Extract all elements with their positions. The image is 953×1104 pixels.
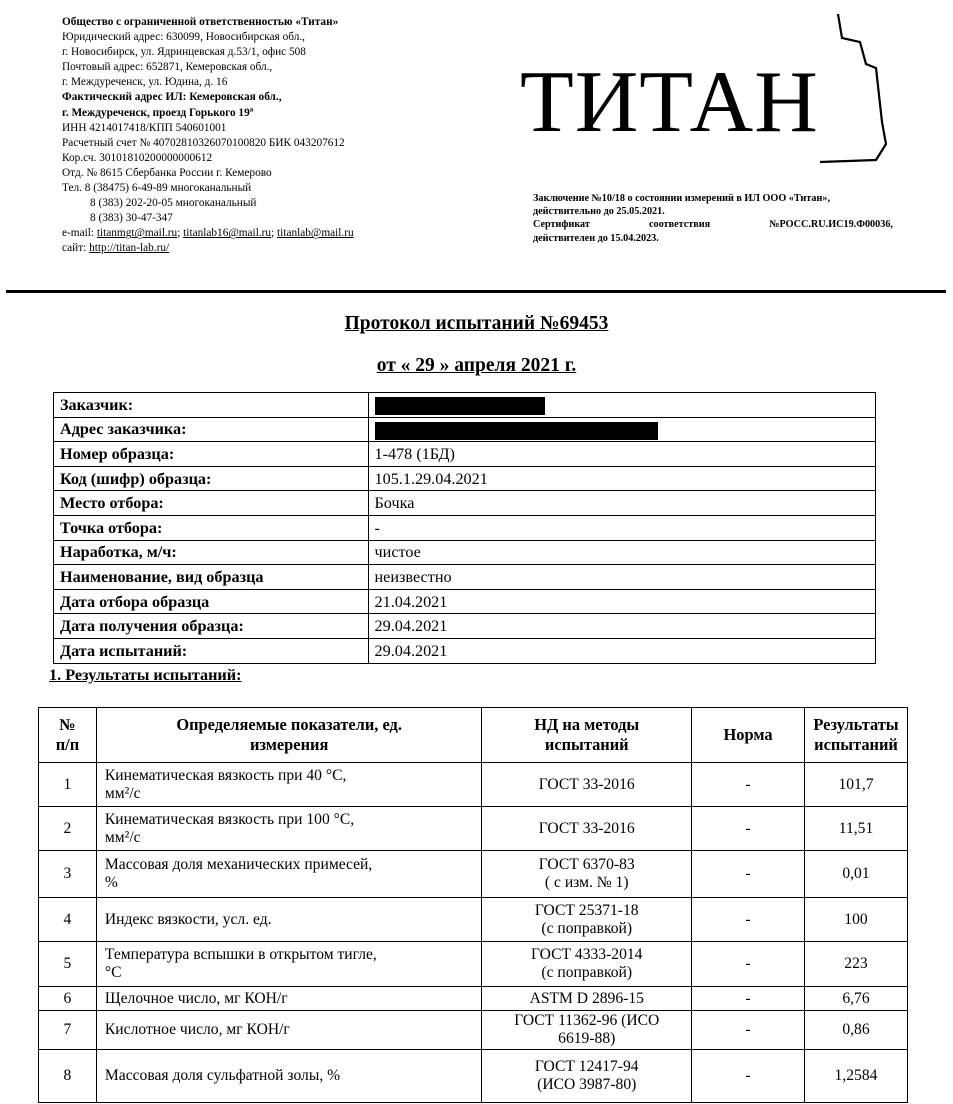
row-method (482, 1011, 692, 1050)
method-line: ASTM D 2896-15 (529, 989, 644, 1007)
row-method (482, 1050, 692, 1103)
redaction-bar (375, 422, 658, 440)
method-line: ГОСТ 25371-18 (534, 901, 639, 919)
row-norm: - (692, 1050, 805, 1103)
parameter-line: Массовая доля механических примесей, (104, 856, 373, 873)
info-row (54, 565, 876, 590)
method-line: ГОСТ 4333-2014 (531, 946, 643, 963)
info-row (54, 638, 876, 663)
company-line: 8 (383) 202-20-05 многоканальный (90, 197, 257, 210)
row-result: 11,51 (805, 807, 908, 851)
result-row (39, 1050, 908, 1103)
cert-line-1: Заключение №10/18 о состоянии измерений в ИЛ ООО «Титан», (533, 193, 831, 204)
info-value: 29.04.2021 (368, 614, 875, 639)
info-value: чистое (368, 540, 875, 565)
row-method (482, 898, 692, 942)
email-link[interactable]: titanlab@mail.ru (277, 227, 354, 240)
info-value (368, 393, 875, 418)
header-param-line2: измерения (249, 735, 329, 754)
method-line: ГОСТ 33-2016 (538, 819, 635, 837)
header-result-line2: испытаний (814, 735, 898, 754)
parameter-line: Температура вспышки в открытом тигле, (104, 946, 377, 963)
info-label: Дата отбора образца (54, 589, 369, 614)
site-label: сайт: (62, 242, 90, 255)
company-line: г. Междуреченск, проезд Горького 19ª (62, 106, 254, 119)
info-value: 105.1.29.04.2021 (368, 466, 875, 491)
row-number: 2 (39, 807, 97, 851)
company-line: г. Новосибирск, ул. Ядринцевская д.53/1, офис 508 (62, 46, 306, 59)
row-number: 3 (39, 851, 97, 898)
cert-line-4: действителен до 15.04.2023. (533, 232, 659, 244)
row-norm: - (692, 942, 805, 987)
info-value: неизвестно (368, 565, 875, 590)
cert-line-2: действительно до 25.05.2021. (533, 206, 665, 218)
row-parameter (96, 1011, 481, 1050)
parameter-line: % (104, 874, 118, 891)
row-parameter (96, 1050, 481, 1103)
section-title: 1. Результаты испытаний: (49, 666, 242, 684)
cert-line-3-mid: соответствия (648, 219, 711, 231)
result-row (39, 942, 908, 987)
parameter-line: Массовая доля сульфатной золы, % (104, 1067, 341, 1084)
site-link[interactable]: http://titan-lab.ru/ (89, 242, 170, 255)
site-line (62, 241, 492, 256)
company-line: Кор.сч. 30101810200000000612 (62, 151, 213, 164)
parameter-line: Индекс вязкости, усл. ед. (104, 910, 272, 928)
company-line: г. Междуреченск, ул. Юдина, д. 16 (62, 76, 228, 89)
info-label: Дата получения образца: (54, 614, 369, 639)
company-line: Отд. № 8615 Сбербанка России г. Кемерово (62, 166, 272, 179)
result-row (39, 807, 908, 851)
parameter-line: мм²/с (104, 784, 141, 802)
info-row (54, 515, 876, 540)
certificate-note (533, 192, 893, 245)
result-row (39, 898, 908, 942)
method-line: ГОСТ 33-2016 (538, 775, 635, 793)
row-parameter (96, 942, 481, 987)
header-param (96, 708, 481, 763)
results-header-row (39, 708, 908, 763)
info-label: Наименование, вид образца (54, 565, 369, 590)
results-table (38, 707, 908, 1103)
parameter-line: Щелочное число, мг КОН/г (104, 989, 288, 1007)
header-divider (6, 290, 946, 293)
row-number: 8 (39, 1050, 97, 1103)
info-value: 1-478 (1БД) (368, 442, 875, 467)
method-line: 6619-88) (558, 1030, 616, 1047)
info-value (368, 417, 875, 442)
company-line: Почтовый адрес: 652871, Кемеровская обл., (62, 61, 273, 74)
method-line: (ИСО 3987-80) (537, 1076, 637, 1093)
cert-line-3-right: №РОСС.RU.ИС19.Ф00036, (769, 219, 893, 231)
info-value: - (368, 515, 875, 540)
company-line: ИНН 4214017418/КПП 540601001 (62, 121, 227, 134)
row-result: 223 (805, 942, 908, 987)
info-row (54, 417, 876, 442)
method-line: ГОСТ 12417-94 (534, 1058, 639, 1075)
row-norm: - (692, 1011, 805, 1050)
result-row (39, 851, 908, 898)
company-line: Расчетный счет № 40702810326070100820 БИК 043207612 (62, 136, 345, 149)
row-number: 4 (39, 898, 97, 942)
row-number: 7 (39, 1011, 97, 1050)
header-result-line1: Результаты (813, 715, 899, 734)
method-line: ( с изм. № 1) (544, 874, 629, 891)
info-row (54, 614, 876, 639)
info-label: Заказчик: (54, 393, 369, 418)
row-result: 6,76 (805, 987, 908, 1011)
row-parameter (96, 851, 481, 898)
row-result: 0,01 (805, 851, 908, 898)
parameter-line: °С (104, 964, 122, 981)
header-param-line1: Определяемые показатели, ед. (176, 715, 402, 734)
info-value: 21.04.2021 (368, 589, 875, 614)
row-parameter (96, 987, 481, 1011)
header-norm: Норма (692, 708, 805, 763)
header-num-line2: п/п (55, 735, 80, 754)
row-method (482, 942, 692, 987)
row-result: 0,86 (805, 1011, 908, 1050)
row-parameter (96, 807, 481, 851)
info-row (54, 442, 876, 467)
company-logo (520, 12, 900, 162)
info-row (54, 540, 876, 565)
row-norm: - (692, 807, 805, 851)
header-result (805, 708, 908, 763)
method-line: (с поправкой) (541, 964, 633, 981)
cert-line-3-left: Сертификат (533, 219, 590, 231)
row-method (482, 807, 692, 851)
row-number: 5 (39, 942, 97, 987)
header-method-line1: НД на методы (534, 715, 640, 734)
row-result: 100 (805, 898, 908, 942)
method-line: ГОСТ 6370-83 (538, 856, 635, 873)
info-label: Дата испытаний: (54, 638, 369, 663)
header-num (39, 708, 97, 763)
parameter-line: Кинематическая вязкость при 40 °С, (104, 766, 347, 784)
email-link[interactable]: titanlab16@mail.ru (183, 227, 272, 240)
info-label: Код (шифр) образца: (54, 466, 369, 491)
result-row (39, 987, 908, 1011)
sample-info-table (53, 392, 876, 664)
row-result: 1,2584 (805, 1050, 908, 1103)
company-line: Общество с ограниченной ответственностью «Титан» (62, 16, 339, 28)
email-label: e-mail: (62, 227, 97, 240)
info-value: Бочка (368, 491, 875, 516)
method-line: ГОСТ 11362-96 (ИСО (514, 1012, 660, 1029)
row-norm: - (692, 763, 805, 807)
info-label: Место отбора: (54, 491, 369, 516)
company-details (62, 15, 492, 257)
info-row (54, 589, 876, 614)
row-norm: - (692, 851, 805, 898)
info-value: 29.04.2021 (368, 638, 875, 663)
row-number: 6 (39, 987, 97, 1011)
info-label: Адрес заказчика: (54, 417, 369, 442)
row-parameter (96, 898, 481, 942)
row-method (482, 763, 692, 807)
row-parameter (96, 763, 481, 807)
row-number: 1 (39, 763, 97, 807)
row-result: 101,7 (805, 763, 908, 807)
result-row (39, 1011, 908, 1050)
info-row (54, 393, 876, 418)
result-row (39, 763, 908, 807)
row-method (482, 851, 692, 898)
row-norm: - (692, 898, 805, 942)
email-link[interactable]: titanmgt@mail.ru (96, 227, 178, 240)
logo-text: ТИТАН (520, 54, 819, 151)
info-row (54, 491, 876, 516)
header-method-line2: испытаний (544, 735, 629, 754)
redaction-bar (375, 397, 545, 415)
method-line: (с поправкой) (541, 919, 633, 937)
company-line: Юридический адрес: 630099, Новосибирская обл., (62, 31, 305, 44)
protocol-date: от « 29 » апреля 2021 г. (376, 355, 577, 376)
info-label: Наработка, м/ч: (54, 540, 369, 565)
parameter-line: Кинематическая вязкость при 100 °С, (104, 810, 355, 828)
header-num-line1: № (59, 715, 76, 734)
company-line: Фактический адрес ИЛ: Кемеровская обл., (62, 91, 282, 104)
parameter-line: Кислотное число, мг КОН/г (104, 1021, 290, 1038)
row-method (482, 987, 692, 1011)
row-norm: - (692, 987, 805, 1011)
protocol-title: Протокол испытаний №69453 (344, 313, 609, 334)
info-label: Номер образца: (54, 442, 369, 467)
parameter-line: мм²/с (104, 828, 141, 846)
header-method (482, 708, 692, 763)
email-line: e-mail: titanmgt@mail.ru; titanlab16@mail.ru; titanlab@mail.ru (62, 227, 354, 240)
company-line: 8 (383) 30-47-347 (90, 212, 173, 225)
info-label: Точка отбора: (54, 515, 369, 540)
info-row (54, 466, 876, 491)
company-line: Тел. 8 (38475) 6-49-89 многоканальный (62, 182, 252, 195)
